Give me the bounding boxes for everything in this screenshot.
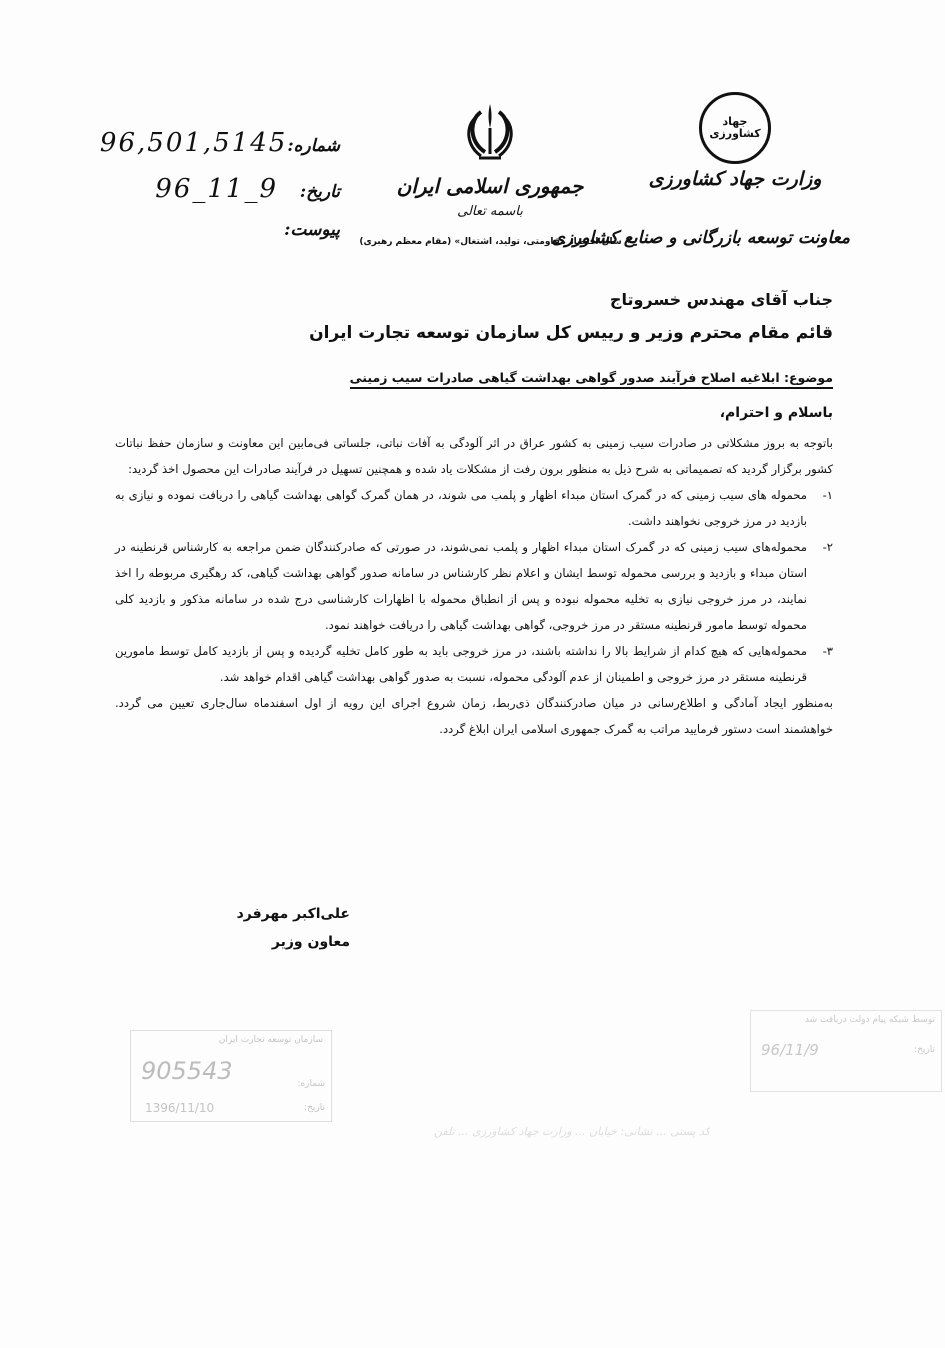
signatory-title: معاون وزیر (271, 934, 350, 950)
republic-header (360, 98, 620, 219)
addressee-name: جناب آقای مهندس خسروتاج (609, 290, 833, 309)
registry-stamp-number-label: شماره: (297, 1079, 325, 1089)
letter-body (115, 430, 833, 742)
list-item (115, 482, 833, 534)
body-closing: به‌منظور ایجاد آمادگی و اطلاع‌رسانی در میان صادرکنندگان ذی‌ربط، زمان شروع اجرای این رویه از اول اسفندماه سال‌جاری تعیین می گردد. خواهشمند است دستور فرمایید مراتب به گمرک جمهوری اسلامی ایران ابلاغ گردد. (115, 696, 833, 736)
body-intro: باتوجه به بروز مشکلاتی در صادرات سیب زمینی به کشور عراق در اثر آلودگی به آفات نباتی، جلساتی فی‌مابین این معاونت و سازمان حفظ نباتات کشور برگزار گردید که تصمیماتی به شرح ذیل به منظور برون رفت از مشکلات یاد شده و همچنین تسهیل در فرآیند صادرات این محصول اخذ گردید: (115, 436, 833, 476)
list-item-number: ۱- (822, 488, 833, 502)
number-label: شماره: (287, 136, 340, 156)
addressee (113, 290, 833, 343)
ministry-logo-text: جهاد کشاورزی (709, 114, 761, 140)
date-label: تاریخ: (299, 182, 340, 202)
registry-stamp-title: سازمان توسعه تجارت ایران (218, 1035, 323, 1045)
list-item (115, 638, 833, 690)
registry-stamp-date: 1396/11/10 (145, 1101, 215, 1115)
attachment-row (110, 220, 340, 266)
registry-stamp-number: 905543 (141, 1057, 233, 1085)
received-stamp-date: 96/11/9 (761, 1041, 819, 1059)
republic-name: جمهوری اسلامی ایران (396, 174, 584, 198)
list-item-number: ۲- (822, 540, 833, 554)
letterhead-footer: کد پستی ... نشانی: خیابان ... وزارت جهاد کشاورزی ... تلفن (434, 1125, 710, 1138)
year-motto: « سال اقتصاد مقاومتی، تولید، اشتغال» (مقام معظم رهبری) (359, 237, 631, 247)
signature-block (230, 900, 350, 956)
received-stamp-title: توسط شبکه پیام دولت دریافت شد (804, 1015, 935, 1025)
list-item-text: محموله‌های سیب زمینی که در گمرک استان مبداء اظهار و پلمب نمی‌شوند، در صورتی که صادرکنندگان ضمن مراجعه به کارشناس قرنطینه در استان مبداء و بازدید و بررسی محموله توسط ایشان و اعلام نظر کارشناس در سامانه صدور گواهی بهداشت گیاهی، کد رهگیری مربوطه را اخذ نمایند، در مرز خروجی نیازی به تخلیه محموله نبوده و پس از انطباق محموله با اظهارات کارشناسی درج شده در سامانه مذکور و بازدید کلی محموله توسط مامور قرنطینه مستقر در مرز خروجی، گواهی بهداشت گیاهی را دریافت خواهند نمود. (115, 540, 807, 632)
ministry-header (605, 92, 865, 190)
registry-stamp-date-label: تاریخ: (304, 1103, 325, 1113)
salutation: باسلام و احترام، (719, 405, 833, 421)
iran-emblem-icon (455, 98, 525, 168)
attachment-label: پیوست: (284, 220, 340, 240)
received-stamp-date-label: تاریخ: (914, 1045, 935, 1055)
registry-stamp (130, 1030, 332, 1122)
ministry-department: معاونت توسعه بازرگانی و صنایع کشاورزی (551, 228, 850, 248)
list-item-number: ۳- (822, 644, 833, 658)
list-item (115, 534, 833, 638)
date-row (110, 174, 340, 220)
received-stamp (750, 1010, 942, 1092)
ministry-logo (699, 92, 771, 164)
number-row (99, 128, 340, 174)
list-item-text: محموله های سیب زمینی که در گمرک استان مبداء اظهار و پلمب می شوند، در همان گمرک گواهی بهداشت گیاهی را دریافت نموده و نیازی به بازدید در مرز خروجی نخواهند داشت. (115, 488, 807, 528)
addressee-title: قائم مقام محترم وزیر و رییس کل سازمان توسعه تجارت ایران (309, 323, 833, 343)
list-item-text: محموله‌هایی که هیچ کدام از شرایط بالا را نداشته باشند، در مرز خروجی باید به طور کامل تخلیه گردیده و پس از بازدید کامل توسط مامورین قرنطینه مستقر در مرز خروجی و اطمینان از عدم آلودگی محموله، نسبت به صدور گواهی بهداشت گیاهی اقدام خواهد شد. (115, 644, 807, 684)
signatory-name: علی‌اکبر مهرفرد (236, 906, 350, 922)
letter-meta (99, 128, 340, 266)
letter-subject: موضوع: ابلاغیه اصلاح فرآیند صدور گواهی بهداشت گیاهی صادرات سیب زمینی (350, 370, 833, 389)
ministry-name: وزارت جهاد کشاورزی (648, 168, 822, 190)
date-value: 96_11_9 (155, 174, 278, 204)
number-value: 96,501,5145 (99, 128, 288, 158)
bismillah: باسمه تعالی (457, 204, 523, 219)
